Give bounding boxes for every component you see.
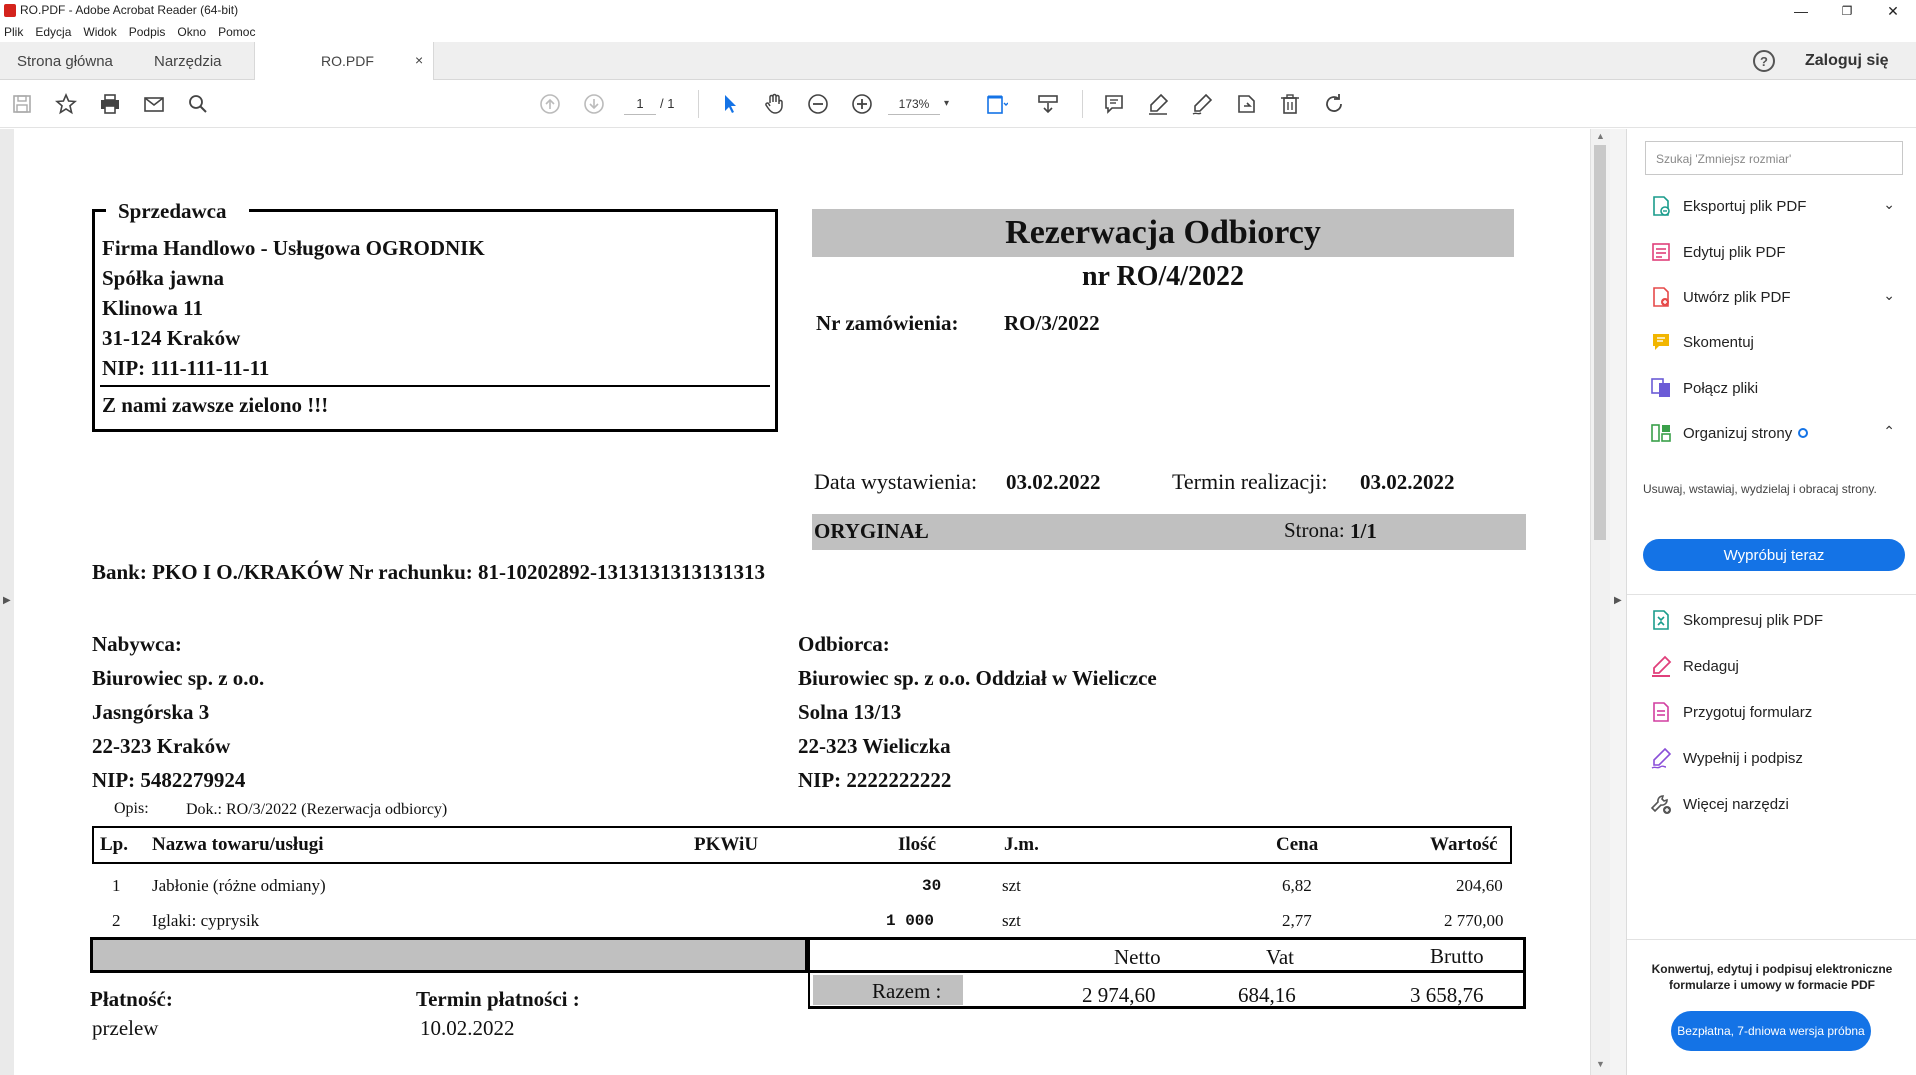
zoom-level-select[interactable]: 173%: [888, 93, 940, 115]
document-title: Rezerwacja Odbiorcy: [1005, 214, 1321, 251]
search-icon[interactable]: [186, 92, 210, 116]
seller-line: NIP: 111-111-11-11: [102, 356, 270, 380]
row-name: Jabłonie (różne odmiany): [152, 876, 326, 895]
total-gross: 3 658,76: [1410, 983, 1484, 1007]
realization-date-value: 03.02.2022: [1360, 470, 1455, 494]
acrobat-logo-icon: [4, 4, 16, 17]
payment-label: Płatność:: [90, 987, 173, 1011]
tool-organize-pages[interactable]: [1649, 418, 1909, 448]
fit-page-icon[interactable]: [984, 92, 1008, 116]
scroll-up-icon[interactable]: ▲: [1596, 131, 1605, 141]
right-pane-toggle-icon[interactable]: ▶: [1614, 595, 1622, 606]
description-value: Dok.: RO/3/2022 (Rezerwacja odbiorcy): [186, 801, 448, 818]
buyer-label: Nabywca:: [92, 632, 182, 656]
comment-tool-icon: [1649, 330, 1673, 354]
recipient-line: NIP: 2222222222: [798, 768, 952, 792]
tool-edit-pdf[interactable]: [1649, 237, 1909, 267]
tool-label: Wypełnij i podpisz: [1683, 749, 1803, 767]
recipient-line: Biurowiec sp. z o.o. Oddział w Wieliczce: [798, 666, 1157, 690]
pdf-page: [14, 129, 1589, 1075]
chevron-up-icon[interactable]: ⌃: [1883, 423, 1895, 439]
description-label: Opis:: [114, 800, 149, 817]
zoom-in-icon[interactable]: [850, 92, 874, 116]
row-qty: 1 000: [886, 912, 935, 930]
tool-combine-files[interactable]: [1649, 373, 1909, 403]
email-icon[interactable]: [142, 92, 166, 116]
row-unit: szt: [1002, 876, 1021, 895]
due-date-value: 10.02.2022: [420, 1016, 515, 1040]
page-value: 1/1: [1350, 519, 1377, 543]
row-price: 2,77: [1282, 911, 1312, 930]
edit-pdf-icon: [1649, 240, 1673, 264]
tools-search-input[interactable]: Szukaj 'Zmniejsz rozmiar': [1645, 141, 1903, 175]
column-pkwiu: PKWiU: [694, 834, 759, 855]
save-icon[interactable]: [10, 92, 34, 116]
window-title: RO.PDF - Adobe Acrobat Reader (64-bit): [20, 3, 239, 17]
tool-label: Edytuj plik PDF: [1683, 243, 1786, 261]
buyer-line: Jasngórska 3: [92, 700, 210, 724]
tool-label: Więcej narzędzi: [1683, 795, 1789, 813]
login-button[interactable]: Zaloguj się: [1805, 52, 1889, 69]
menu-edit[interactable]: Edycja: [35, 25, 72, 39]
try-now-button[interactable]: Wypróbuj teraz: [1643, 539, 1905, 571]
title-bar: [0, 0, 1916, 22]
issue-date-label: Data wystawienia:: [814, 469, 978, 494]
buyer-line: 22-323 Kraków: [92, 734, 231, 758]
share-icon[interactable]: [1234, 92, 1258, 116]
menu-window[interactable]: Okno: [177, 25, 207, 39]
tab-close-icon[interactable]: ×: [415, 52, 424, 68]
seller-label: Sprzedawca: [106, 199, 249, 224]
tool-fill-sign[interactable]: [1649, 743, 1909, 773]
restore-button[interactable]: ❐: [1841, 4, 1853, 18]
tab-bar: [0, 42, 1916, 80]
summary-header-box: [808, 937, 1526, 973]
tab-document[interactable]: [254, 42, 434, 81]
create-pdf-icon: [1649, 285, 1673, 309]
bank-line: Bank: PKO I O./KRAKÓW Nr rachunku: 81-10202892-1313131313131313: [92, 560, 766, 584]
menu-sign[interactable]: Podpis: [128, 25, 166, 39]
recipient-line: Solna 13/13: [798, 700, 902, 724]
scrollbar-thumb[interactable]: [1594, 145, 1606, 540]
tool-label: Eksportuj plik PDF: [1683, 197, 1807, 215]
row-lp: 2: [112, 911, 121, 930]
vertical-scrollbar[interactable]: [1590, 129, 1610, 1075]
payment-value: przelew: [92, 1016, 159, 1040]
seller-motto: Z nami zawsze zielono !!!: [102, 393, 329, 417]
tab-tools[interactable]: Narzędzia: [154, 52, 222, 70]
page-up-icon[interactable]: [538, 92, 562, 116]
page-number-input[interactable]: 1: [624, 93, 656, 115]
buyer-line: NIP: 5482279924: [92, 768, 246, 792]
free-trial-button[interactable]: Bezpłatna, 7-dniowa wersja próbna: [1671, 1011, 1871, 1051]
rotate-icon[interactable]: [1322, 92, 1346, 116]
row-value: 204,60: [1456, 876, 1503, 895]
net-header: Netto: [1114, 945, 1161, 969]
vat-header: Vat: [1266, 945, 1294, 969]
row-name: Iglaki: cyprysik: [152, 911, 260, 930]
toolbar: [0, 80, 1916, 128]
tool-create-pdf[interactable]: [1649, 282, 1909, 312]
realization-date-label: Termin realizacji:: [1172, 469, 1328, 494]
row-unit: szt: [1002, 911, 1021, 930]
organize-description: Usuwaj, wstawiaj, wydzielaj i obracaj strony.: [1643, 482, 1877, 496]
compress-pdf-icon: [1649, 608, 1673, 632]
seller-line: 31-124 Kraków: [102, 326, 241, 350]
page-label: Strona:: [1284, 518, 1345, 542]
scroll-down-icon[interactable]: ▼: [1596, 1059, 1605, 1069]
page-total: / 1: [660, 96, 675, 111]
seller-line: Firma Handlowo - Usługowa OGRODNIK: [102, 236, 485, 260]
tool-label: Utwórz plik PDF: [1683, 288, 1791, 306]
column-lp: Lp.: [100, 834, 128, 855]
issue-date-value: 03.02.2022: [1006, 470, 1101, 494]
total-label: Razem :: [872, 979, 942, 1003]
organize-pages-icon: [1649, 421, 1673, 445]
original-label: ORYGINAŁ: [814, 519, 929, 543]
total-net: 2 974,60: [1082, 983, 1156, 1007]
summary-left-band: [90, 937, 808, 973]
comment-icon[interactable]: [1102, 92, 1126, 116]
total-vat: 684,16: [1238, 983, 1296, 1007]
tab-document-label: RO.PDF: [321, 53, 374, 69]
redact-icon: [1649, 654, 1673, 678]
tool-label: Redaguj: [1683, 657, 1739, 675]
select-cursor-icon[interactable]: [718, 92, 742, 116]
delete-icon[interactable]: [1278, 92, 1302, 116]
more-tools-icon: [1649, 792, 1673, 816]
print-icon[interactable]: [98, 92, 122, 116]
zoom-out-icon[interactable]: [806, 92, 830, 116]
tools-pane: [1626, 129, 1916, 1075]
column-qty: Ilość: [898, 834, 936, 855]
scroll-mode-icon[interactable]: [1036, 92, 1060, 116]
sign-icon[interactable]: [1190, 92, 1214, 116]
menu-bar: [0, 22, 1916, 42]
tool-label: Przygotuj formularz: [1683, 703, 1813, 721]
order-label: Nr zamówienia:: [816, 311, 959, 335]
tool-export-pdf[interactable]: [1649, 191, 1909, 221]
buyer-line: Biurowiec sp. z o.o.: [92, 666, 265, 690]
tool-redact[interactable]: [1649, 651, 1909, 681]
tool-label: Skomentuj: [1683, 333, 1754, 351]
toolbar-separator: [1082, 90, 1083, 118]
row-price: 6,82: [1282, 876, 1312, 895]
combine-files-icon: [1649, 376, 1673, 400]
bookmark-star-icon[interactable]: [54, 92, 78, 116]
tool-label: Połącz pliki: [1683, 379, 1759, 397]
column-name: Nazwa towaru/usługi: [152, 834, 324, 855]
gross-header: Brutto: [1430, 944, 1484, 968]
menu-view[interactable]: Widok: [83, 25, 117, 39]
zoom-dropdown-icon[interactable]: ▾: [944, 98, 950, 109]
page-down-icon[interactable]: [582, 92, 606, 116]
tool-label: Skompresuj plik PDF: [1683, 611, 1824, 629]
panel-divider: [1627, 939, 1916, 940]
row-lp: 1: [112, 876, 121, 895]
promo-text: Konwertuj, edytuj i podpisuj elektroniczne formularze i umowy w formacie PDF: [1651, 962, 1893, 992]
help-icon[interactable]: ?: [1753, 50, 1775, 72]
hand-icon[interactable]: [762, 92, 786, 116]
column-price: Cena: [1276, 834, 1319, 855]
tool-comment[interactable]: [1649, 327, 1909, 357]
seller-line: Klinowa 11: [102, 296, 203, 320]
order-value: RO/3/2022: [1004, 311, 1100, 335]
toolbar-separator: [698, 90, 699, 118]
menu-file[interactable]: Plik: [4, 25, 24, 39]
minimize-button[interactable]: —: [1794, 3, 1808, 19]
seller-line: Spółka jawna: [102, 266, 224, 290]
tab-home[interactable]: Strona główna: [17, 52, 113, 70]
tool-prepare-form[interactable]: [1649, 697, 1909, 727]
fill-sign-icon: [1649, 746, 1673, 770]
tool-compress-pdf[interactable]: [1649, 605, 1909, 635]
export-pdf-icon: [1649, 194, 1673, 218]
due-date-label: Termin płatności :: [416, 987, 580, 1011]
menu-help[interactable]: Pomoc: [218, 25, 256, 39]
panel-divider: [1627, 594, 1916, 595]
tool-label: Organizuj strony: [1683, 424, 1793, 442]
recipient-line: 22-323 Wieliczka: [798, 734, 951, 758]
highlight-icon[interactable]: [1146, 92, 1170, 116]
row-qty: 30: [922, 877, 942, 895]
tool-more-tools[interactable]: [1649, 789, 1909, 819]
row-value: 2 770,00: [1444, 911, 1504, 930]
column-unit: J.m.: [1004, 834, 1039, 855]
seller-divider: [100, 385, 770, 387]
close-window-button[interactable]: ✕: [1887, 2, 1899, 19]
prepare-form-icon: [1649, 700, 1673, 724]
new-badge-icon: [1798, 428, 1808, 438]
chevron-down-icon[interactable]: ⌄: [1883, 287, 1895, 303]
left-pane-toggle-icon[interactable]: ▶: [3, 595, 11, 606]
chevron-down-icon[interactable]: ⌄: [1883, 196, 1895, 212]
recipient-label: Odbiorca:: [798, 632, 890, 656]
document-number: nr RO/4/2022: [1081, 261, 1245, 292]
column-value: Wartość: [1430, 834, 1498, 855]
